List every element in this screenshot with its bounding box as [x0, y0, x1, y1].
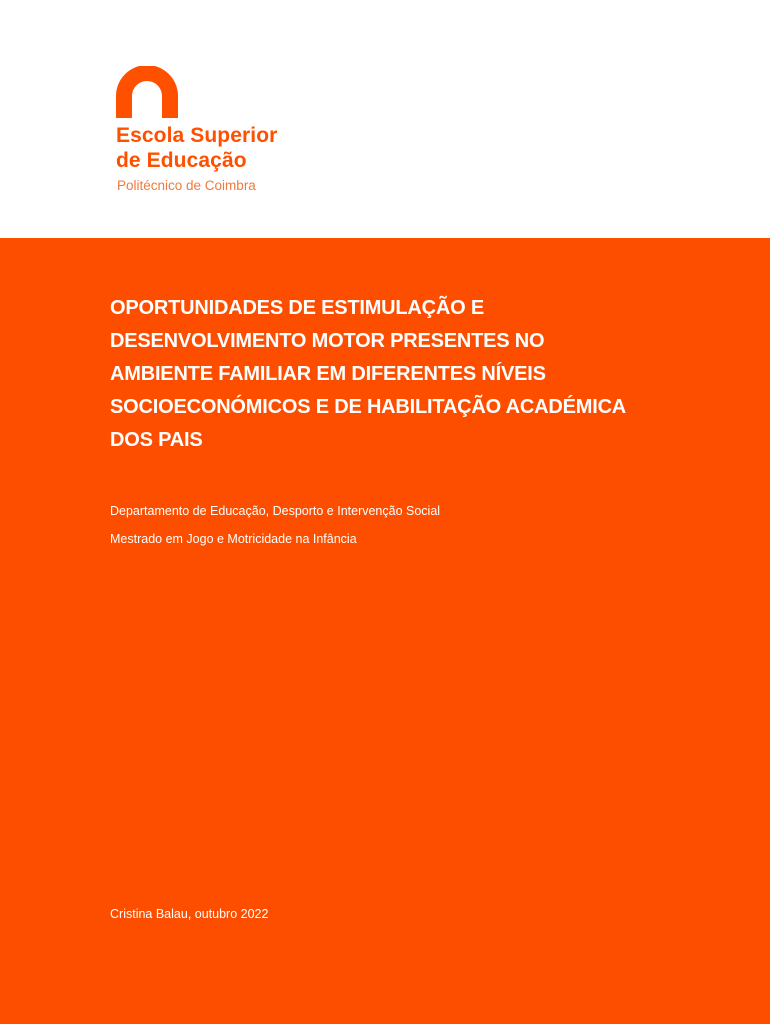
author-date-text: Cristina Balau, outubro 2022 — [110, 907, 269, 921]
title-line: DOS PAIS — [110, 429, 203, 451]
logo-name-line2: de Educação — [116, 149, 247, 172]
logo-subtitle: Politécnico de Coimbra — [117, 178, 256, 193]
program-text: Mestrado em Jogo e Motricidade na Infância — [110, 532, 357, 546]
logo-arch-shape — [116, 66, 178, 118]
title-line: SOCIOECONÓMICOS E DE HABILITAÇÃO ACADÉMICA — [110, 396, 627, 418]
logo-name-line1: Escola Superior — [116, 124, 278, 147]
arch-logo-icon — [116, 66, 178, 118]
title-line: DESENVOLVIMENTO MOTOR PRESENTES NO — [110, 330, 545, 352]
title-line: AMBIENTE FAMILIAR EM DIFERENTES NÍVEIS — [110, 363, 546, 385]
department-text: Departamento de Educação, Desporto e Intervenção Social — [110, 504, 441, 518]
thesis-title — [110, 292, 710, 457]
title-line: OPORTUNIDADES DE ESTIMULAÇÃO E — [110, 297, 485, 319]
cover-header — [0, 0, 770, 238]
